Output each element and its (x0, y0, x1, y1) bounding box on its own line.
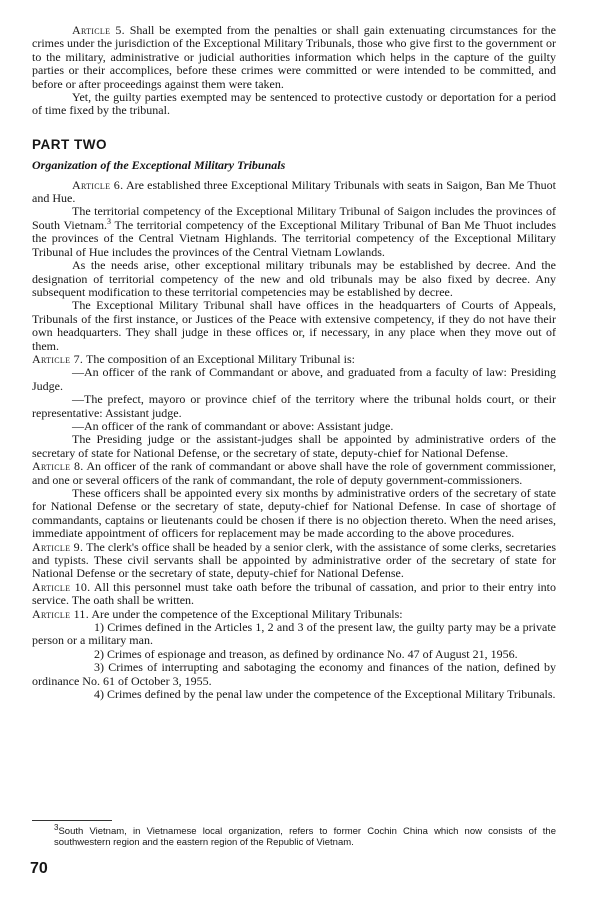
article-7-label: Article 7. (32, 351, 84, 366)
article-6-paragraph-4: The Exceptional Military Tribunal shall have offices in the headquarters of Courts of Appeals, Tribunals of the first instance, or Justices of the Peace with extensive competency, if they do not have their own headquarters. They shall judge in these offices or, if necessary, in any place when they move out of them. (32, 298, 556, 353)
article-9-paragraph (32, 541, 556, 581)
article-6-text: Are established three Exceptional Military Tribunals with seats in Saigon, Ban Me Thuot and Hue. (32, 177, 556, 206)
article-8-text: An officer of the rank of commandant or above shall have the role of government commissioner, and one or several officers of the rank of commandant, the role of deputy government-commissioners. (32, 459, 556, 487)
article-5-text: Shall be exempted from the penalties or shall gain extenuating circumstances for the crimes under the jurisdiction of the Exceptional Military Tribunals, those who give first to the government or to the military, administrative or judicial authorities information which helps in the capture of the guilty parties or their accomplices, before these crimes were committed or were intended to be committed, and before or after proceedings against them were taken. (32, 23, 557, 91)
article-7-item-1: —An officer of the rank of Commandant or above, and graduated from a faculty of law: Presiding Judge. (32, 365, 556, 393)
article-7-text: The composition of an Exceptional Military Tribunal is: (85, 351, 355, 366)
article-10-paragraph (32, 581, 556, 608)
article-6-paragraph (32, 179, 556, 206)
article-6-para2-a: The territorial competency of the Exceptional Military Tribunal of Saigon includes the provinces of South Vietnam. (32, 204, 556, 232)
footnote (32, 822, 556, 848)
article-6-paragraph-3: As the needs arise, other exceptional military tribunals may be established by decree. And the designation of territorial competency of the new and old tribunals may be also fixed by decree. Any subsequent modification to these territorial competencies may be established by decree. (32, 258, 556, 299)
article-6-label: Article 6. (72, 177, 124, 192)
footnote-mark: 3 (54, 822, 59, 832)
footnote-text: South Vietnam, in Vietnamese local organization, refers to former Cochin China which now consists of the southwestern region and the eastern region of the Republic of Vietnam. (54, 826, 556, 848)
part-subtitle: Organization of the Exceptional Military Tribunals (32, 158, 286, 173)
article-5-paragraph-2: Yet, the guilty parties exempted may be sentenced to protective custody or deportation for a period of time fixed by the tribunal. (32, 90, 556, 118)
part-title: PART TWO (32, 136, 107, 152)
article-11-item-2: 2) Crimes of espionage and treason, as defined by ordinance No. 47 of August 21, 1956. (94, 646, 518, 661)
article-11-label: Article 11. (32, 606, 90, 621)
article-6-para2-b: The territorial competency of the Exceptional Military Tribunal of Ban Me Thuot includes the provinces of the Central Vietnam Highlands. The territorial competency of the Exceptional Military Tribunal of Hue includes the provinces of the Central Vietnam Lowlands. (32, 217, 556, 259)
article-8-paragraph-2: These officers shall be appointed every six months by administrative orders of the secretary of state for National Defense or the secretary of state, deputy-chief for National Defense. In case of shortage of commandants, captains or lieutenants could be chosen if there is no objection thereto. When the need arises, immediate appointment of officers for replacement may be made according to the above procedures. (32, 486, 556, 541)
article-11-text: Are under the competence of the Exceptional Military Tribunals: (91, 606, 403, 621)
page-number: 70 (30, 860, 48, 877)
footnote-divider (32, 820, 112, 821)
article-7-item-3: —An officer of the rank of commandant or above: Assistant judge. (72, 418, 394, 433)
article-6-paragraph-2 (32, 205, 556, 259)
footnote-reference: 3 (107, 216, 112, 226)
article-7-paragraph-2: The Presiding judge or the assistant-judges shall be appointed by administrative orders of the secretary of state for National Defense, or the secretary of state, deputy-chief for National Defense. (32, 432, 556, 460)
article-5-label: Article 5. (72, 23, 125, 37)
page-body (32, 24, 556, 702)
article-8-paragraph (32, 460, 556, 487)
article-9-label: Article 9. (32, 539, 84, 554)
article-5-paragraph (32, 24, 556, 91)
article-7-paragraph (32, 353, 556, 366)
article-10-label: Article 10. (32, 579, 91, 594)
article-10-text: All this personnel must take oath before the tribunal of cassation, and prior to their entry into service. The oath shall be written. (32, 579, 556, 608)
article-11-item-3: 3) Crimes of interrupting and sabotaging the economy and finances of the nation, defined by ordinance No. 61 of October 3, 1955. (32, 660, 556, 688)
footnote-body (32, 822, 556, 848)
article-11-paragraph (32, 608, 556, 621)
article-11-item-4: 4) Crimes defined by the penal law under the competence of the Exceptional Military Tribunals. (94, 687, 556, 702)
article-7-item-2: —The prefect, mayoro or province chief of the territory where the tribunal holds court, or their representative: Assistant judge. (32, 392, 556, 420)
article-9-text: The clerk's office shall be headed by a senior clerk, with the assistance of some clerks, secretaries and typists. These civil servants shall be appointed by administrative order of the secretary of state for National Defense or the secretary of state, deputy-chief for National Defense. (32, 539, 556, 581)
article-11-item-1: 1) Crimes defined in the Articles 1, 2 and 3 of the present law, the guilty party may be a private person or a military man. (32, 620, 556, 648)
article-8-label: Article 8. (32, 459, 84, 474)
